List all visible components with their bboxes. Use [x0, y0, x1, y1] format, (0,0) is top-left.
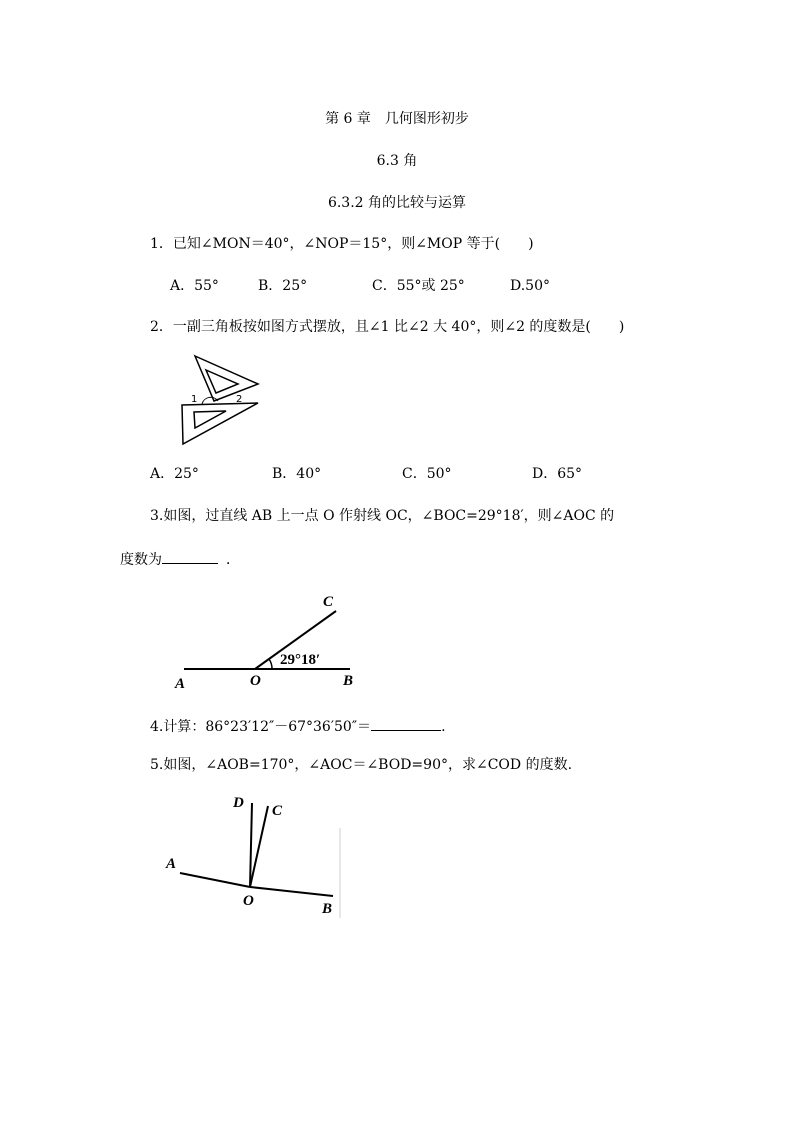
question-3-stem-line1: 3.如图，过直线 AB 上一点 O 作射线 OC，∠BOC=29°18′，则∠AOC 的	[150, 508, 615, 524]
subsection-title: 6.3.2 角的比较与运算	[327, 195, 467, 211]
question-4-end: .	[441, 719, 446, 735]
chapter-title: 第 6 章 几何图形初步	[325, 111, 469, 127]
angle-2-label: 2	[236, 394, 243, 405]
question-2-option-b: B．40°	[272, 466, 322, 482]
question-1-option-b: B．25°	[258, 278, 308, 294]
point-a-label: A	[175, 676, 186, 692]
question-5-stem: 5.如图，∠AOB=170°，∠AOC＝∠BOD=90°，求∠COD 的度数.	[150, 757, 573, 773]
question-1-stem: 1．已知∠MON＝40°，∠NOP＝15°，则∠MOP 等于( )	[150, 236, 534, 252]
question-2-option-c: C．50°	[402, 466, 452, 482]
point-c-label-2: C	[272, 803, 283, 819]
point-b-label-2: B	[322, 901, 333, 917]
question-2-option-a: A．25°	[150, 466, 199, 482]
section-title: 6.3 角	[376, 153, 418, 169]
question-4-expression: 4.计算：86°23′12″－67°36′50″＝	[150, 719, 372, 735]
question-3-end: ．	[226, 552, 240, 568]
point-o-label: O	[250, 673, 261, 689]
angle-boc-label: 29°18′	[280, 652, 321, 668]
ray-od	[250, 803, 252, 887]
point-b-label: B	[343, 673, 354, 689]
ray-oa	[180, 873, 250, 887]
question-1-option-c: C．55°或 25°	[372, 278, 465, 294]
point-d-label-2: D	[233, 795, 244, 811]
question-3-prefix: 度数为	[120, 552, 162, 568]
point-a-label-2: A	[166, 856, 177, 872]
question-1-option-a: A．55°	[170, 278, 219, 294]
ray-ob	[250, 887, 333, 896]
point-o-label-2: O	[243, 893, 254, 909]
point-c-label: C	[323, 594, 334, 610]
question-1-option-d: D.50°	[510, 278, 550, 294]
ray-oc-2	[250, 806, 268, 887]
question-2-option-d: D．65°	[532, 466, 583, 482]
angle-1-label: 1	[191, 394, 198, 405]
question-2-stem: 2．一副三角板按如图方式摆放，且∠1 比∠2 大 40°，则∠2 的度数是( )	[150, 319, 625, 335]
